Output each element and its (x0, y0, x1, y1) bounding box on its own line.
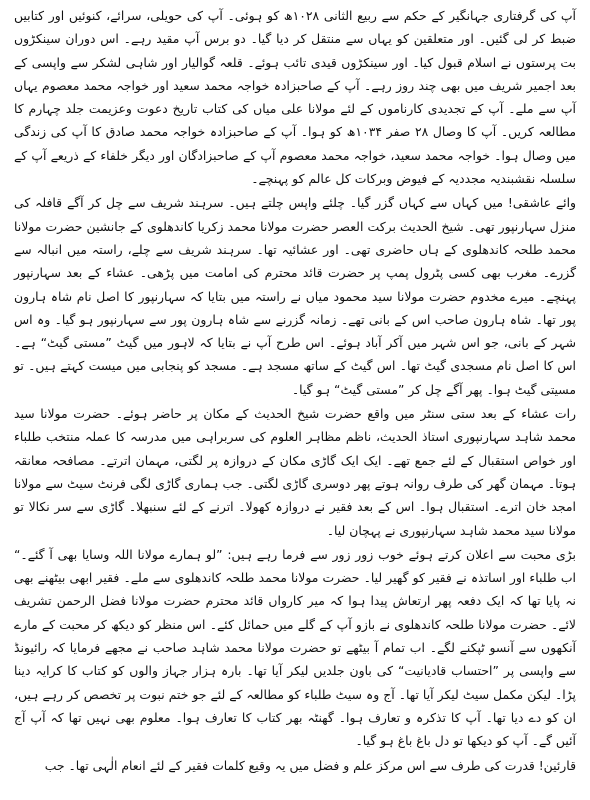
paragraph-journey-to-saharanpur: وائے عاشقی! میں کہاں سے کہاں گزر گیا۔ چلئے واپس چلتے ہیں۔ سرہند شریف سے چل کر آگے قافلہ کی منزل سہارنپور تھی۔ شیخ الحدیث برکت العصر حضرت مولانا محمد زکریا کاندھلوی کے جانشین حضرت مولانا محمد طلحہ کاندھلوی کے ہاں حاضری تھی۔ اور عشائیہ تھا۔ سرہند شریف سے چلے، راستہ میں انبالہ سے گزرے۔ مغرب بھی کسی پٹرول پمپ پر حضرت قائد محترم کی امامت میں پڑھی۔ عشاء کے بعد سہارنپور پہنچے۔ میرے مخدوم حضرت مولانا سید محمود میاں نے راستہ میں بتایا کہ سہارنپور کا اصل نام شاہ ہارون پور تھا۔ شاہ ہارون صاحب اس کے بانی تھے۔ زمانہ گزرنے سے شاہ ہارون پور سے سہارنپور ہو گیا۔ وہ اس شہر کے بانی، جو اس شہر میں آکر آباد ہوئے۔ اس طرح آپ نے بتایا کہ لاہور میں گیٹ ”مستی گیٹ“ ہے۔ اس کا اصل نام مسجدی گیٹ تھا۔ اس گیٹ کے ساتھ مسجد ہے۔ مسجد کو پنجابی میں میست کہتے ہیں۔ تو مسیتی گیٹ ہوا۔ پھر آگے چل کر ”مستی گیٹ“ ہو گیا۔ (14, 195, 576, 397)
paragraph-meeting-scholars: بڑی محبت سے اعلان کرتے ہوئے خوب زور زور سے فرما رہے ہیں: ”لو ہمارے مولانا اللہ وسایا بھی آ گئے۔“ اب طلباء اور اساتذہ نے فقیر کو گھیر لیا۔ حضرت مولانا محمد طلحہ کاندھلوی سے ملے۔ فقیر ابھی بیٹھنے بھی نہ پایا تھا کہ ایک دفعہ پھر ارتعاش پیدا ہوا کہ میر کارواں قائد محترم حضرت مولانا فضل الرحمن تشریف لائے۔ حضرت مولانا طلحہ کاندھلوی نے بازو آپ کے گلے میں حمائل کئے۔ اس منظر کو دیکھ کر محبت کے مارے آنکھوں سے آنسو ٹپکنے لگے۔ اب تمام آ بیٹھے تو حضرت مولانا محمد شاہد صاحب نے مجھے فرمایا کہ رائیونڈ سے واپسی پر ”احتساب قادیانیت“ کی باون جلدیں لیکر آیا تھا۔ بارہ ہزار جہاز والوں کو کتاب کا کرایہ دینا پڑا۔ لیکن مکمل سیٹ لیکر آیا تھا۔ آج وہ سیٹ طلباء کو مطالعہ کے لئے جو ختم نبوت پر تخصص کر رہے ہیں، ان کو دے دیا تھا۔ آپ کا تذکرہ و تعارف ہوا۔ گھنٹہ بھر کتاب کا تعارف ہوا۔ معلوم بھی نہیں تھا کہ آپ آج آئیں گے۔ آپ کو دیکھا تو دل باغ باغ ہو گیا۔ (14, 546, 576, 749)
paragraph-closing-line: قارئین! قدرت کی طرف سے اس مرکز علم و فضل میں یہ وقیع کلمات فقیر کے لئے انعام الٰہی تھا۔ جب (44, 757, 576, 773)
paragraph-arrest-and-legacy: آپ کی گرفتاری جہانگیر کے حکم سے ربیع الثانی ۱۰۲۸ھ کو ہوئی۔ آپ کی حویلی، سرائے، کنوئیں اور کتابیں ضبط کر لی گئیں۔ اور متعلقین کو یہاں سے منتقل کر دیا گیا۔ دو برس آپ مقید رہے۔ اس دوران سینکڑوں بت پرستوں نے اسلام قبول کیا۔ اور سینکڑوں قیدی تائب ہوئے۔ قلعہ گوالیار اور شاہی لشکر سے واپسی کے بعد اجمیر شریف میں بھی چند روز رہے۔ آپ کے صاحبزادہ خواجہ محمد سعید اور خواجہ محمد معصوم یہاں آپ سے ملے۔ آپ کے تجدیدی کارناموں کے لئے مولانا علی میاں کی کتاب تاریخ دعوت وعزیمت جلد چہارم کا مطالعہ کریں۔ آپ کا وصال ۲۸ صفر ۱۰۳۴ھ کو ہوا۔ آپ کے صاحبزادہ خواجہ محمد صادق کا آپ کی زندگی میں وصال ہوا۔ خواجہ محمد سعید، خواجہ محمد معصوم آپ کے صاحبزادگان اور دیگر خلفاء کے ذریعے آپ کے سلسلہ نقشبندیہ مجددیہ کے فیوض وبرکات کل عالم کو پہنچے۔ (14, 8, 576, 187)
paragraph-night-reception: رات عشاء کے بعد ستی سنٹر میں واقع حضرت شیخ الحدیث کے مکان پر حاضر ہوئے۔ حضرت مولانا سید محمد شاہد سہارنپوری استاذ الحدیث، ناظم مظاہر العلوم کی سربراہی میں مدرسہ کا عملہ منتخب طلباء اور خواص استقبال کے لئے جمع تھے۔ ایک ایک گاڑی مکان کے دروازہ پر لگتی، مہمان اترتے۔ مصافحہ معانقہ ہوتا۔ مہمان گھر کی طرف روانہ ہوتے پھر دوسری گاڑی لگتی۔ جب ہماری گاڑی لگی فرنٹ سیٹ سے مولانا امجد خان اترے۔ استقبال ہوا۔ اس کے بعد فقیر نے دروازہ کھولا۔ اترنے کے لئے سنبھلا۔ گاڑی سے سر نکالا تو مولانا سید محمد شاہد سہارنپوری نے پہچان لیا۔ (14, 406, 576, 538)
